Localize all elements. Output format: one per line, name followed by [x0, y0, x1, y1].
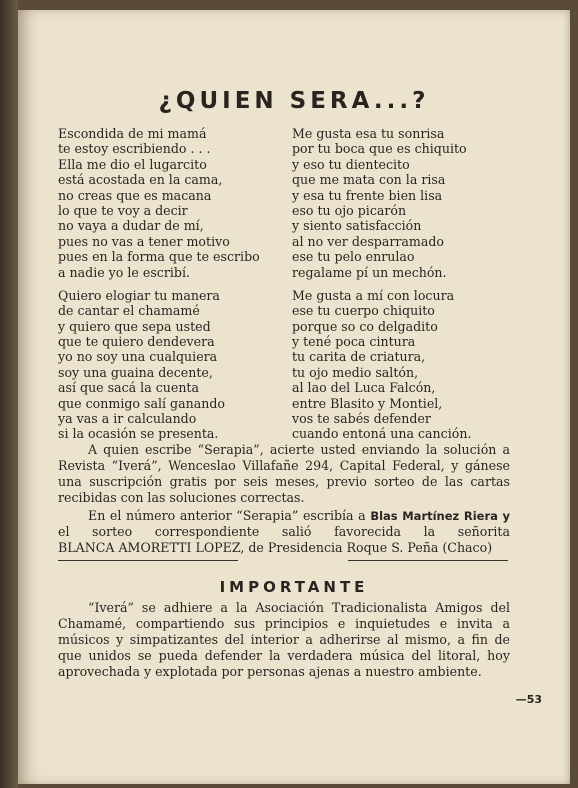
- poem-line: entre Blasito y Montiel,: [292, 395, 443, 411]
- poem-line: cuando entoná una canción.: [292, 426, 472, 442]
- page-number: —53: [515, 693, 542, 706]
- poem-line: pues no vas a tener motivo: [58, 233, 230, 249]
- previous-winner-author: Blas Martínez Riera y: [370, 509, 510, 523]
- contest-paragraph: A quien escribe “Serapia”, acierte usted enviando la solución a Revista “Iverá”, Wenceslao Villafañe 294, Capital Federal, y gánese una suscripción gratis por seis meses, previo sorteo de las cartas recibidas con las soluciones correctas.: [58, 442, 510, 505]
- poem-line: vos te sabés defender: [292, 411, 431, 427]
- poem-line: así que sacá la cuenta: [58, 380, 200, 396]
- stanza-gap: [58, 280, 260, 288]
- poem-line: regalame pí un mechón.: [292, 264, 447, 280]
- previous-winner-paragraph: [58, 508, 510, 556]
- poem-line: por tu boca que es chiquito: [292, 141, 467, 157]
- poem-line: y eso tu dientecito: [292, 156, 410, 172]
- poem-line: de cantar el chamamé: [58, 303, 200, 319]
- divider-left: [58, 560, 238, 561]
- poem-line: al no ver desparramado: [292, 233, 445, 249]
- page-title: ¿QUIEN SERA...?: [158, 88, 430, 114]
- previous-winner-text: el sorteo correspondiente salió favorecida la señorita: [58, 524, 510, 539]
- poem-line: yo no soy una cualquiera: [58, 349, 218, 365]
- magazine-page: [18, 10, 570, 784]
- poem-line: lo que te voy a decir: [58, 202, 188, 218]
- contest-text: [58, 442, 510, 556]
- poem-line: Me gusta esa tu sonrisa: [292, 126, 445, 141]
- poem-line: pues en la forma que te escribo: [58, 249, 260, 265]
- poem-line: y quiero que sepa usted: [58, 318, 211, 334]
- poem-line: ya vas a ir calculando: [58, 411, 197, 427]
- poem-line: te estoy escribiendo . . .: [58, 141, 211, 157]
- poem-line: Escondida de mi mamá: [58, 126, 207, 141]
- poem-left-column: [58, 126, 260, 442]
- poem-line: eso tu ojo picarón: [292, 202, 407, 218]
- poem-line: tu carita de criatura,: [292, 349, 426, 365]
- stanza-gap: [292, 280, 471, 288]
- poem-line: Ella me dio el lugarcito: [58, 156, 207, 172]
- important-heading: IMPORTANTE: [219, 578, 369, 596]
- poem-line: tu ojo medio saltón,: [292, 364, 419, 380]
- important-text: “Iverá” se adhiere a la Asociación Tradicionalista Amigos del Chamamé, compartiendo sus principios e inquietudes e invita a músicos y simpatizantes del interior a adherirse al mismo, a fin de que unidos se pueda defender la verdadera música del litoral, hoy aprovechada y explotada por personas ajenas a nuestro ambiente.: [58, 600, 510, 679]
- poem-line: soy una guaina decente,: [58, 364, 213, 380]
- poem-line: a nadie yo le escribí.: [58, 264, 190, 280]
- poem-line: y siento satisfacción: [292, 218, 422, 234]
- poem-line: si la ocasión se presenta.: [58, 426, 219, 442]
- poem-line: no creas que es macana: [58, 187, 212, 203]
- poem-line: y tené poca cintura: [292, 334, 416, 350]
- winner-name: BLANCA AMORETTI LOPEZ, de Presidencia Roque S. Peña (Chaco): [58, 540, 493, 555]
- divider-right: [348, 560, 508, 561]
- poem-line: está acostada en la cama,: [58, 172, 223, 188]
- important-notice: [58, 600, 510, 680]
- poem-line: que te quiero dendevera: [58, 334, 215, 350]
- poem-right-column: [292, 126, 471, 442]
- poem-line: porque so co delgadito: [292, 318, 438, 334]
- poem-line: que me mata con la risa: [292, 172, 446, 188]
- poem-line: y esa tu frente bien lisa: [292, 187, 443, 203]
- poem-line: Me gusta a mí con locura: [292, 287, 455, 303]
- book-gutter: [0, 0, 18, 788]
- previous-winner-intro: En el número anterior “Serapia” escribía a: [88, 508, 366, 523]
- poem-line: ese tu cuerpo chiquito: [292, 303, 435, 319]
- poem-line: al lao del Luca Falcón,: [292, 380, 436, 396]
- poem-line: que conmigo salí ganando: [58, 395, 225, 411]
- poem-line: Quiero elogiar tu manera: [58, 287, 220, 303]
- poem-line: no vaya a dudar de mí,: [58, 218, 204, 234]
- poem-line: ese tu pelo enrulao: [292, 249, 415, 265]
